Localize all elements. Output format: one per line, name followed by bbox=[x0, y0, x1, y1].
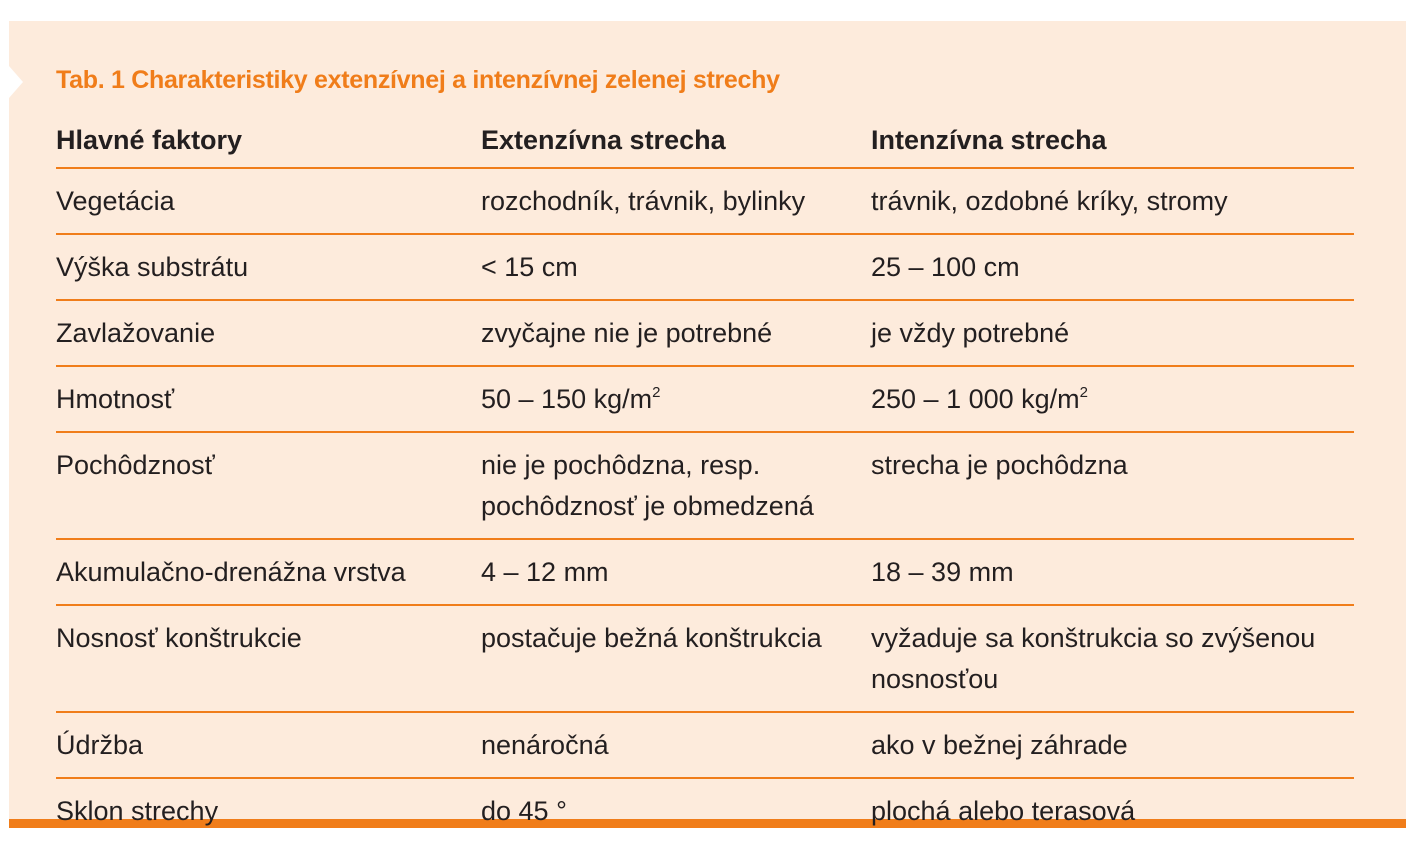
characteristics-table bbox=[56, 112, 1354, 843]
cell-extensive: do 45 ° bbox=[481, 796, 567, 826]
cell-factor: Údržba bbox=[56, 712, 481, 778]
cell-intensive: je vždy potrebné bbox=[871, 300, 1354, 366]
panel-notch bbox=[9, 66, 23, 98]
table-row bbox=[56, 168, 1354, 234]
table-title: Tab. 1 Charakteristiky extenzívnej a intenzívnej zelenej strechy bbox=[56, 66, 780, 94]
cell-intensive: 18 – 39 mm bbox=[871, 539, 1354, 605]
cell-factor: Výška substrátu bbox=[56, 234, 481, 300]
cell-extensive: zvyčajne nie je potrebné bbox=[481, 300, 871, 366]
header-intensive: Intenzívna strecha bbox=[871, 112, 1354, 168]
cell-factor: Akumulačno-drenážna vrstva bbox=[56, 539, 481, 605]
cell-extensive-text: 50 – 150 kg/m bbox=[481, 384, 653, 414]
cell-intensive: plochá alebo terasová bbox=[871, 796, 1136, 826]
cell-intensive: 25 – 100 cm bbox=[871, 234, 1354, 300]
table-row bbox=[56, 778, 1354, 843]
cell-intensive: strecha je pochôdzna bbox=[871, 432, 1354, 539]
cell-intensive: vyžaduje sa konštrukcia so zvýšenou nosnosťou bbox=[871, 605, 1354, 712]
cell-extensive: < 15 cm bbox=[481, 234, 871, 300]
table-row bbox=[56, 366, 1354, 432]
table-row bbox=[56, 234, 1354, 300]
table-row bbox=[56, 300, 1354, 366]
superscript: 2 bbox=[652, 384, 661, 401]
cell-factor: Zavlažovanie bbox=[56, 300, 481, 366]
cell-intensive-text: 250 – 1 000 kg/m bbox=[871, 384, 1080, 414]
superscript: 2 bbox=[1079, 384, 1088, 401]
cell-extensive: nenáročná bbox=[481, 712, 871, 778]
cell-factor: Nosnosť konštrukcie bbox=[56, 605, 481, 712]
header-factors: Hlavné faktory bbox=[56, 112, 481, 168]
cell-extensive bbox=[481, 366, 871, 432]
cell-intensive: trávnik, ozdobné kríky, stromy bbox=[871, 168, 1354, 234]
header-row bbox=[56, 112, 1354, 168]
cell-intensive bbox=[871, 366, 1354, 432]
table-row bbox=[56, 712, 1354, 778]
cell-extensive: rozchodník, trávnik, bylinky bbox=[481, 168, 871, 234]
cell-factor: Sklon strechy bbox=[56, 796, 219, 826]
cell-intensive: ako v bežnej záhrade bbox=[871, 712, 1354, 778]
cell-factor: Hmotnosť bbox=[56, 366, 481, 432]
table-row bbox=[56, 539, 1354, 605]
table-row bbox=[56, 432, 1354, 539]
cell-extensive: nie je pochôdzna, resp. pochôdznosť je obmedzená bbox=[481, 432, 871, 539]
cell-extensive: postačuje bežná konštrukcia bbox=[481, 605, 871, 712]
cell-factor: Pochôdznosť bbox=[56, 432, 481, 539]
header-extensive: Extenzívna strecha bbox=[481, 112, 871, 168]
cell-extensive: 4 – 12 mm bbox=[481, 539, 871, 605]
cell-factor: Vegetácia bbox=[56, 168, 481, 234]
table-row bbox=[56, 605, 1354, 712]
